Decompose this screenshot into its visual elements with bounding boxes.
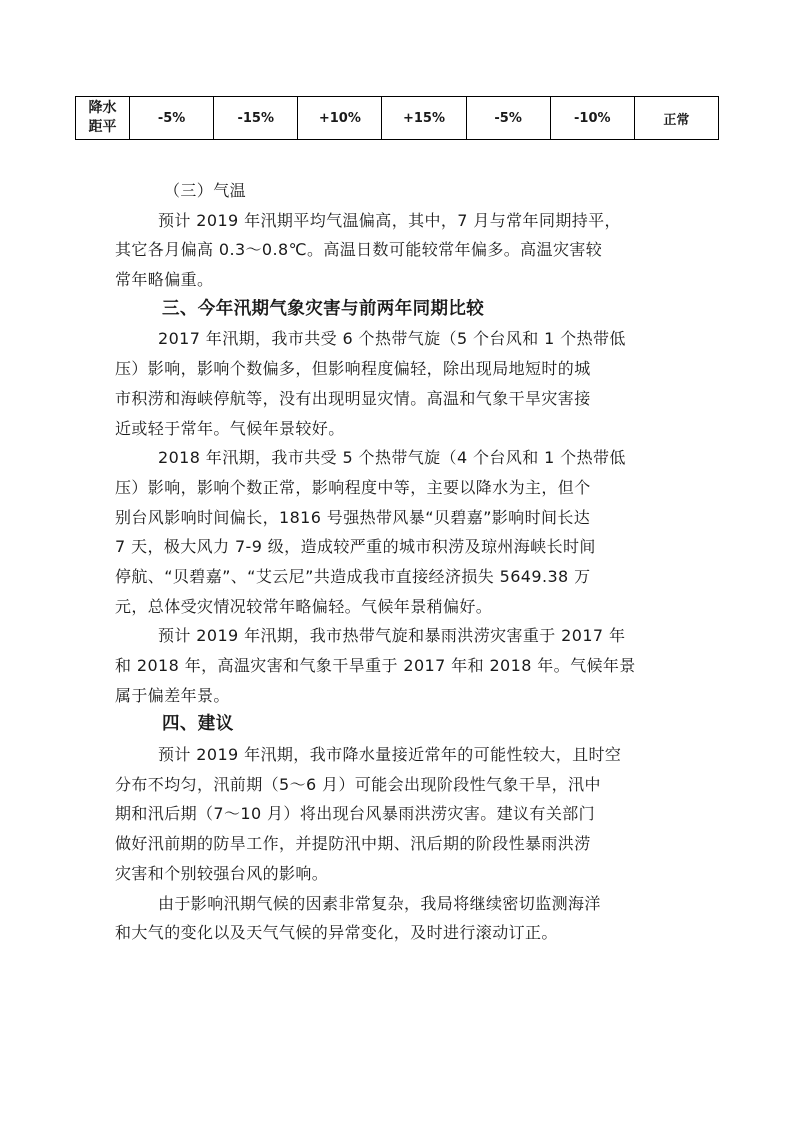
paragraph bbox=[115, 889, 682, 948]
text-line: 由于影响汛期气候的因素非常复杂，我局将继续密切监测海洋 bbox=[158, 893, 601, 913]
paragraph bbox=[115, 324, 682, 443]
text-line: 分布不均匀，汛前期（5～6 月）可能会出现阶段性气象干旱，汛中 bbox=[115, 774, 601, 794]
text-line: 其它各月偏高 0.3～0.8℃。高温日数可能较常年偏多。高温灾害较 bbox=[115, 240, 603, 260]
row-label-precip-anomaly bbox=[76, 97, 130, 140]
table-cell: -5% bbox=[466, 97, 550, 140]
text-line: 压）影响，影响个数正常，影响程度中等，主要以降水为主，但个 bbox=[115, 477, 591, 497]
text-line: 近或轻于常年。气候年景较好。 bbox=[115, 418, 345, 438]
text-line: 预计 2019 年汛期平均气温偏高，其中，7 月与常年同期持平， bbox=[158, 210, 621, 230]
text-line: 预计 2019 年汛期，我市热带气旋和暴雨洪涝灾害重于 2017 年 bbox=[158, 626, 626, 646]
text-line: 预计 2019 年汛期，我市降水量接近常年的可能性较大，且时空 bbox=[158, 745, 622, 765]
text-line: 市积涝和海峡停航等，没有出现明显灾情。高温和气象干旱灾害接 bbox=[115, 388, 591, 408]
text-line: 期和汛后期（7～10 月）将出现台风暴雨洪涝灾害。建议有关部门 bbox=[115, 804, 596, 824]
paragraph bbox=[115, 206, 682, 295]
text-line: 2018 年汛期，我市共受 5 个热带气旋（4 个台风和 1 个热带低 bbox=[158, 448, 626, 468]
document-body bbox=[115, 176, 682, 948]
text-line: 灾害和个别较强台风的影响。 bbox=[115, 863, 329, 883]
section-heading bbox=[115, 710, 682, 740]
text-line: 三、今年汛期气象灾害与前两年同期比较 bbox=[162, 298, 485, 319]
table-row bbox=[76, 97, 719, 140]
table-cell: +10% bbox=[298, 97, 382, 140]
table-cell: +15% bbox=[382, 97, 466, 140]
text-line: 7 天，极大风力 7-9 级，造成较严重的城市积涝及琼州海峡长时间 bbox=[115, 537, 596, 557]
text-line: 2017 年汛期，我市共受 6 个热带气旋（5 个台风和 1 个热带低 bbox=[158, 329, 626, 349]
text-line: 四、建议 bbox=[162, 714, 234, 735]
precipitation-anomaly-table bbox=[75, 96, 719, 140]
text-line: 别台风影响时间偏长，1816 号强热带风暴“贝碧嘉”影响时间长达 bbox=[115, 507, 591, 527]
paragraph bbox=[115, 621, 682, 710]
paragraph bbox=[115, 740, 682, 888]
text-line: 常年略偏重。 bbox=[115, 270, 214, 290]
text-line: 做好汛前期的防旱工作，并提防汛中期、汛后期的阶段性暴雨洪涝 bbox=[115, 834, 591, 854]
text-line: （三）气温 bbox=[164, 181, 247, 200]
section-heading bbox=[115, 295, 682, 325]
paragraph bbox=[115, 443, 682, 621]
row-label-text: 距平 bbox=[88, 119, 117, 135]
text-line: 元，总体受灾情况较常年略偏轻。气候年景稍偏好。 bbox=[115, 596, 493, 616]
table-cell: -10% bbox=[550, 97, 634, 140]
table-cell: -5% bbox=[130, 97, 214, 140]
text-line: 和 2018 年，高温灾害和气象干旱重于 2017 年和 2018 年。气候年景 bbox=[115, 656, 636, 675]
row-label-text: 降水 bbox=[88, 100, 117, 116]
table-cell: 正常 bbox=[634, 97, 718, 140]
text-line: 压）影响，影响个数偏多，但影响程度偏轻，除出现局地短时的城 bbox=[115, 359, 591, 379]
text-line: 和大气的变化以及天气气候的异常变化，及时进行滚动订正。 bbox=[115, 923, 558, 943]
table-cell: -15% bbox=[214, 97, 298, 140]
text-line: 属于偏差年景。 bbox=[115, 685, 230, 705]
text-line: 停航、“贝碧嘉”、“艾云尼”共造成我市直接经济损失 5649.38 万 bbox=[115, 566, 591, 586]
subsection-heading bbox=[115, 176, 682, 206]
